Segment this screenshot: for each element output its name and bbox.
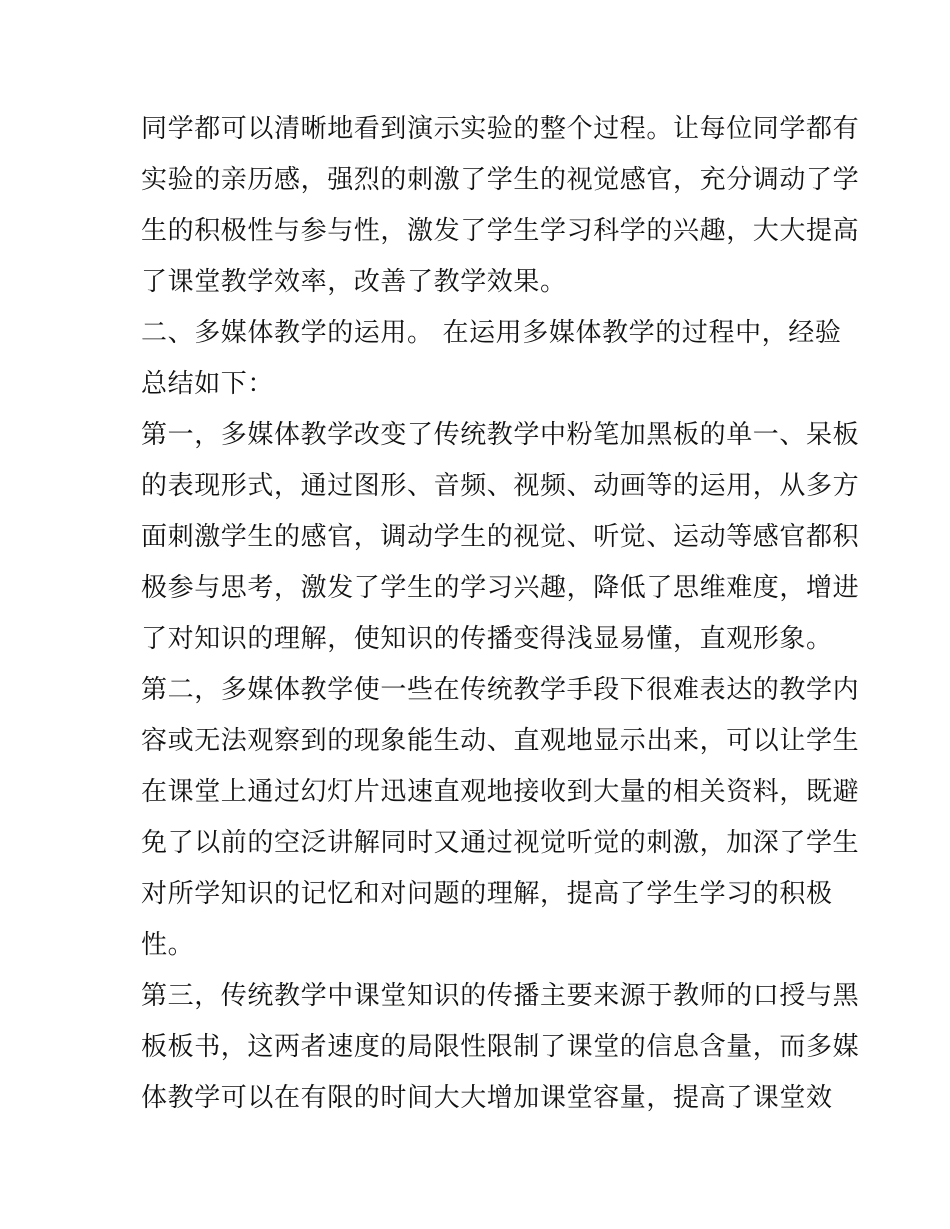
text-line: 第三，传统教学中课堂知识的传播主要来源于教师的口授与黑 bbox=[141, 981, 860, 1011]
section-heading-line: 二、多媒体教学的运用。 在运用多媒体教学的过程中，经验 bbox=[141, 318, 842, 348]
text-line: 生的积极性与参与性，激发了学生学习科学的兴趣，大大提高 bbox=[141, 216, 860, 246]
text-line: 板板书，这两者速度的局限性限制了课堂的信息含量，而多媒 bbox=[141, 1032, 860, 1062]
text-line: 实验的亲历感，强烈的刺激了学生的视觉感官，充分调动了学 bbox=[141, 165, 860, 195]
text-line: 极参与思考，激发了学生的学习兴趣，降低了思维难度，增进 bbox=[141, 573, 860, 603]
text-line: 了课堂教学效率，改善了教学效果。 bbox=[141, 267, 567, 297]
text-line: 在课堂上通过幻灯片迅速直观地接收到大量的相关资料，既避 bbox=[141, 777, 860, 807]
text-line: 性。 bbox=[141, 930, 195, 960]
text-line: 体教学可以在有限的时间大大增加课堂容量，提高了课堂效 bbox=[141, 1083, 833, 1113]
text-line: 面刺激学生的感官，调动学生的视觉、听觉、运动等感官都积 bbox=[141, 522, 860, 552]
text-line: 总结如下： bbox=[141, 369, 275, 399]
text-line: 同学都可以清晰地看到演示实验的整个过程。让每位同学都有 bbox=[141, 114, 860, 144]
text-line: 的表现形式，通过图形、音频、视频、动画等的运用，从多方 bbox=[141, 471, 860, 501]
body-text bbox=[141, 104, 860, 1124]
text-line: 第一，多媒体教学改变了传统教学中粉笔加黑板的单一、呆板 bbox=[141, 420, 860, 450]
text-line: 对所学知识的记忆和对问题的理解，提高了学生学习的积极 bbox=[141, 879, 833, 909]
text-line: 免了以前的空泛讲解同时又通过视觉听觉的刺激，加深了学生 bbox=[141, 828, 860, 858]
text-line: 容或无法观察到的现象能生动、直观地显示出来，可以让学生 bbox=[141, 726, 860, 756]
text-line: 了对知识的理解，使知识的传播变得浅显易懂，直观形象。 bbox=[141, 624, 833, 654]
text-line: 第二，多媒体教学使一些在传统教学手段下很难表达的教学内 bbox=[141, 675, 860, 705]
